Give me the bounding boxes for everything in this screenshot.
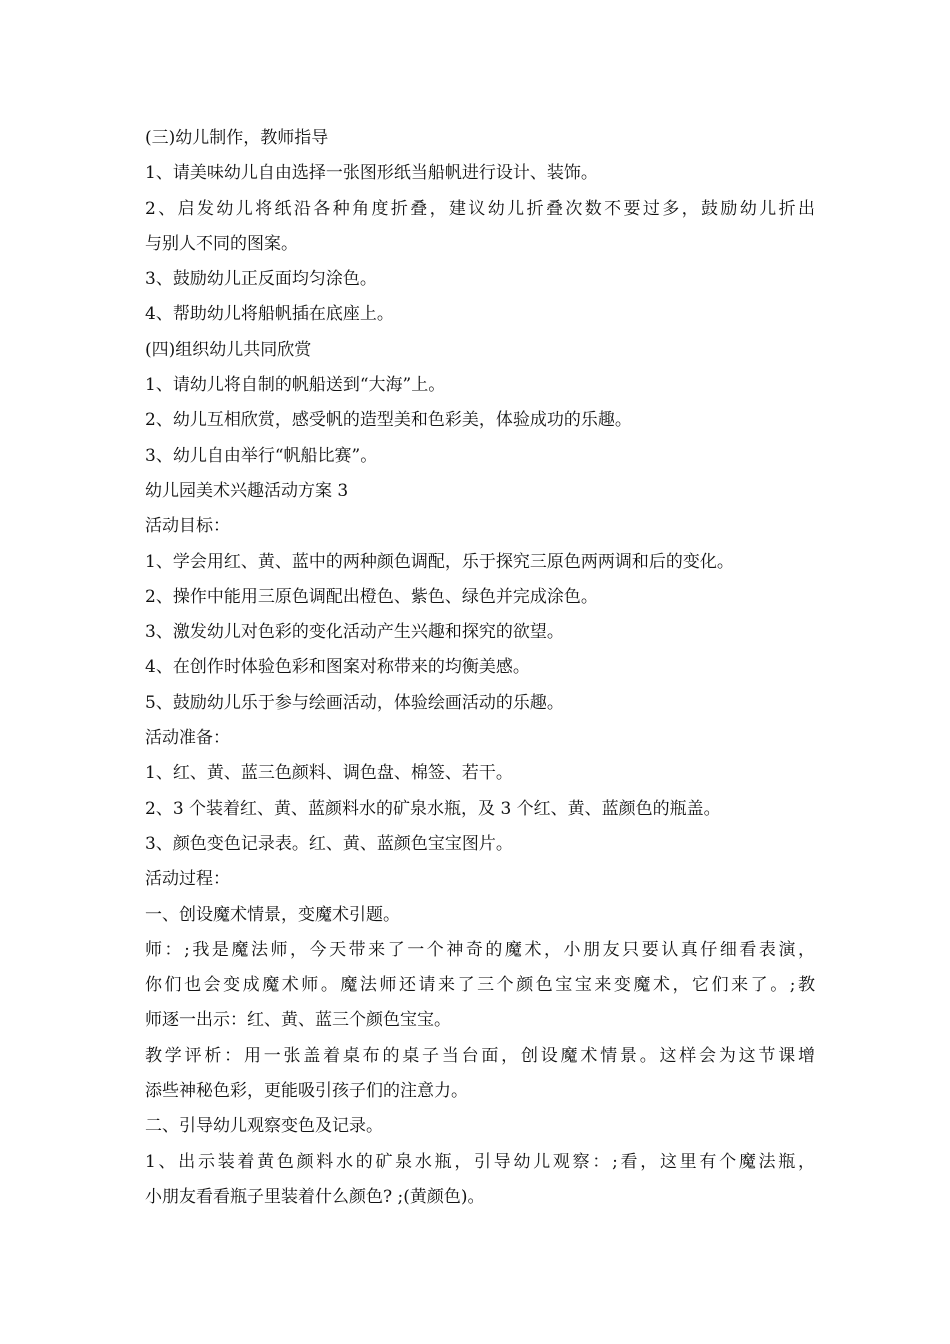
paragraph-line: 二、引导幼儿观察变色及记录。 — [145, 1116, 383, 1137]
paragraph-line: 师：;我是魔法师，今天带来了一个神奇的魔术，小朋友只要认真仔细看表演， — [145, 939, 815, 960]
paragraph-line: 4、帮助幼儿将船帆插在底座上。 — [145, 304, 394, 325]
paragraph-line: 你们也会变成魔术师。魔法师还请来了三个颜色宝宝来变魔术，它们来了。;教 — [145, 975, 815, 996]
paragraph-line: 1、请美味幼儿自由选择一张图形纸当船帆进行设计、装饰。 — [145, 163, 598, 184]
paragraph-line: 师逐一出示：红、黄、蓝三个颜色宝宝。 — [145, 1010, 451, 1031]
paragraph-line: 2、幼儿互相欣赏，感受帆的造型美和色彩美，体验成功的乐趣。 — [145, 410, 632, 431]
paragraph-line: 4、在创作时体验色彩和图案对称带来的均衡美感。 — [145, 657, 530, 678]
paragraph-line: 1、红、黄、蓝三色颜料、调色盘、棉签、若干。 — [145, 763, 513, 784]
section-heading: 活动过程： — [145, 869, 230, 890]
paragraph-line: 2、操作中能用三原色调配出橙色、紫色、绿色并完成涂色。 — [145, 586, 598, 607]
document-subtitle: 幼儿园美术兴趣活动方案 3 — [145, 480, 349, 501]
paragraph-line: 1、出示装着黄色颜料水的矿泉水瓶，引导幼儿观察：;看，这里有个魔法瓶， — [145, 1151, 815, 1172]
paragraph-line: 1、学会用红、黄、蓝中的两种颜色调配，乐于探究三原色两两调和后的变化。 — [145, 551, 734, 572]
section-heading: (四)组织幼儿共同欣赏 — [145, 339, 312, 360]
paragraph-line: 与别人不同的图案。 — [145, 233, 298, 254]
paragraph-line: 2、启发幼儿将纸沿各种角度折叠，建议幼儿折叠次数不要过多，鼓励幼儿折出 — [145, 198, 815, 219]
paragraph-line: 小朋友看看瓶子里装着什么颜色? ;(黄颜色)。 — [145, 1186, 485, 1207]
document-body — [145, 121, 815, 1215]
paragraph-line: 教学评析：用一张盖着桌布的桌子当台面，创设魔术情景。这样会为这节课增 — [145, 1045, 815, 1066]
paragraph-line: 5、鼓励幼儿乐于参与绘画活动，体验绘画活动的乐趣。 — [145, 692, 564, 713]
paragraph-line: 3、颜色变色记录表。红、黄、蓝颜色宝宝图片。 — [145, 833, 513, 854]
section-heading: (三)幼儿制作，教师指导 — [145, 128, 329, 148]
paragraph-line: 2、3 个装着红、黄、蓝颜料水的矿泉水瓶，及 3 个红、黄、蓝颜色的瓶盖。 — [145, 798, 721, 819]
paragraph-line: 一、创设魔术情景，变魔术引题。 — [145, 904, 400, 925]
paragraph-line: 3、幼儿自由举行“帆船比赛”。 — [145, 445, 378, 466]
section-heading: 活动准备： — [145, 728, 230, 749]
paragraph-line: 1、请幼儿将自制的帆船送到“大海”上。 — [145, 375, 446, 396]
section-heading: 活动目标： — [145, 516, 230, 537]
paragraph-line: 3、激发幼儿对色彩的变化活动产生兴趣和探究的欲望。 — [145, 622, 564, 643]
paragraph-line: 添些神秘色彩，更能吸引孩子们的注意力。 — [145, 1081, 468, 1102]
paragraph-line: 3、鼓励幼儿正反面均匀涂色。 — [145, 269, 377, 290]
